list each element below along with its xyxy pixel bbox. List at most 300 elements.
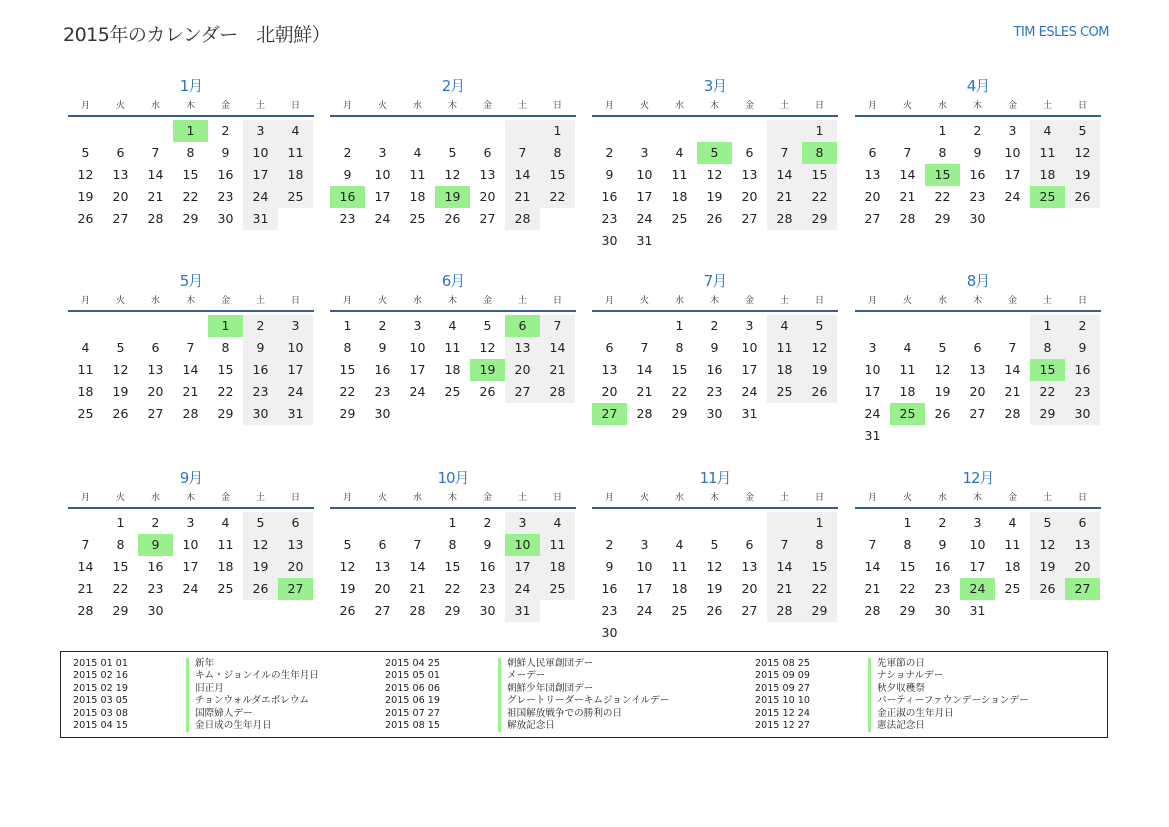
day-cell: 24 bbox=[243, 186, 278, 208]
legend-marker bbox=[498, 695, 501, 707]
empty-cell bbox=[697, 512, 732, 534]
day-cell: 24 bbox=[636, 603, 653, 618]
holiday-cell: 19 bbox=[435, 186, 470, 208]
weekday-label: 火 bbox=[902, 101, 912, 111]
month-title: 4月 bbox=[966, 77, 990, 95]
day-cell: 25 bbox=[444, 384, 461, 399]
day-cell: 16 bbox=[479, 559, 496, 574]
day-cell: 30 bbox=[374, 406, 391, 421]
weekday-label: 日 bbox=[552, 296, 562, 306]
day-cell: 27 bbox=[147, 406, 164, 421]
legend-date: 2015 02 16 bbox=[73, 670, 128, 682]
day-cell: 31 bbox=[243, 208, 278, 230]
day-cell: 10 bbox=[636, 167, 653, 182]
day-grid bbox=[592, 315, 838, 425]
weekday-label: 金 bbox=[482, 493, 492, 503]
day-cell: 27 bbox=[741, 603, 758, 618]
day-cell: 3 bbox=[278, 315, 313, 337]
day-cell: 6 bbox=[483, 145, 492, 160]
day-cell: 11 bbox=[1030, 142, 1065, 164]
day-cell: 28 bbox=[767, 600, 802, 622]
holiday-cell: 25 bbox=[1030, 186, 1065, 208]
legend-marker bbox=[868, 708, 871, 720]
day-cell: 8 bbox=[116, 537, 125, 552]
empty-cell bbox=[855, 120, 890, 142]
weekday-label: 月 bbox=[604, 101, 614, 111]
legend-row bbox=[755, 708, 1029, 720]
day-cell: 28 bbox=[409, 603, 426, 618]
day-cell: 23 bbox=[934, 581, 951, 596]
day-cell: 29 bbox=[182, 211, 199, 226]
day-cell: 26 bbox=[243, 578, 278, 600]
empty-cell bbox=[890, 315, 925, 337]
weekday-label: 土 bbox=[255, 296, 265, 306]
day-cell: 30 bbox=[479, 603, 496, 618]
empty-cell bbox=[627, 315, 662, 337]
day-cell: 13 bbox=[1065, 534, 1100, 556]
weekday-label: 土 bbox=[517, 296, 527, 306]
day-cell: 26 bbox=[444, 211, 461, 226]
day-cell: 26 bbox=[802, 381, 837, 403]
day-cell: 11 bbox=[217, 537, 234, 552]
weekday-label: 土 bbox=[1042, 493, 1052, 503]
day-cell: 26 bbox=[706, 211, 723, 226]
weekday-label: 日 bbox=[552, 101, 562, 111]
day-cell: 7 bbox=[767, 534, 802, 556]
day-cell: 26 bbox=[112, 406, 129, 421]
day-cell: 26 bbox=[934, 406, 951, 421]
day-cell: 9 bbox=[605, 559, 614, 574]
day-cell: 14 bbox=[767, 556, 802, 578]
empty-cell bbox=[365, 120, 400, 142]
day-cell: 18 bbox=[217, 559, 234, 574]
day-cell: 11 bbox=[671, 559, 688, 574]
day-cell: 9 bbox=[605, 167, 614, 182]
weekday-label: 木 bbox=[185, 493, 195, 503]
weekday-label: 水 bbox=[150, 296, 160, 306]
day-cell: 19 bbox=[706, 581, 723, 596]
weekday-label: 土 bbox=[517, 101, 527, 111]
day-cell: 15 bbox=[217, 362, 234, 377]
day-cell: 2 bbox=[938, 515, 947, 530]
legend-marker bbox=[186, 658, 189, 670]
day-cell: 17 bbox=[409, 362, 426, 377]
legend-marker bbox=[498, 670, 501, 682]
day-cell: 21 bbox=[182, 384, 199, 399]
empty-cell bbox=[138, 120, 173, 142]
legend-row bbox=[73, 708, 319, 720]
weekday-label: 木 bbox=[709, 296, 719, 306]
day-cell: 27 bbox=[112, 211, 129, 226]
day-cell: 1 bbox=[675, 318, 684, 333]
day-cell: 15 bbox=[671, 362, 688, 377]
day-cell: 29 bbox=[802, 208, 837, 230]
day-cell: 11 bbox=[278, 142, 313, 164]
day-cell: 25 bbox=[217, 581, 234, 596]
day-cell: 18 bbox=[444, 362, 461, 377]
empty-cell bbox=[365, 512, 400, 534]
day-cell: 24 bbox=[182, 581, 199, 596]
legend-row bbox=[385, 658, 669, 670]
day-cell: 6 bbox=[378, 537, 387, 552]
day-cell: 4 bbox=[81, 340, 90, 355]
day-cell: 24 bbox=[864, 406, 881, 421]
legend-date: 2015 03 05 bbox=[73, 695, 128, 707]
day-cell: 10 bbox=[636, 559, 653, 574]
holiday-cell: 6 bbox=[505, 315, 540, 337]
day-cell: 17 bbox=[741, 362, 758, 377]
empty-cell bbox=[400, 120, 435, 142]
day-cell: 2 bbox=[483, 515, 492, 530]
weekday-header bbox=[592, 292, 838, 312]
day-grid bbox=[592, 120, 838, 252]
weekday-label: 土 bbox=[779, 493, 789, 503]
day-cell: 1 bbox=[343, 318, 352, 333]
day-cell: 21 bbox=[409, 581, 426, 596]
day-cell: 3 bbox=[745, 318, 754, 333]
day-cell: 29 bbox=[899, 603, 916, 618]
day-cell: 15 bbox=[899, 559, 916, 574]
day-cell: 4 bbox=[413, 145, 422, 160]
legend-name: 旧正月 bbox=[195, 682, 224, 694]
weekday-label: 木 bbox=[972, 101, 982, 111]
weekday-header bbox=[68, 489, 314, 509]
day-cell: 4 bbox=[1008, 515, 1017, 530]
day-cell: 18 bbox=[409, 189, 426, 204]
day-cell: 27 bbox=[741, 211, 758, 226]
month-12 bbox=[855, 467, 1101, 622]
day-cell: 10 bbox=[409, 340, 426, 355]
day-cell: 13 bbox=[147, 362, 164, 377]
day-cell: 18 bbox=[278, 164, 313, 186]
weekday-label: 月 bbox=[604, 493, 614, 503]
weekday-header bbox=[330, 292, 576, 312]
day-cell: 14 bbox=[505, 164, 540, 186]
day-cell: 23 bbox=[601, 211, 618, 226]
day-cell: 18 bbox=[671, 581, 688, 596]
month-title: 9月 bbox=[179, 469, 203, 487]
day-cell: 9 bbox=[221, 145, 230, 160]
day-cell: 31 bbox=[864, 428, 881, 443]
day-cell: 14 bbox=[864, 559, 881, 574]
day-cell: 7 bbox=[505, 142, 540, 164]
day-cell: 6 bbox=[151, 340, 160, 355]
holiday-cell: 5 bbox=[697, 142, 732, 164]
legend-name: 祖国解放戦争での勝利の日 bbox=[507, 707, 623, 719]
day-cell: 20 bbox=[741, 189, 758, 204]
weekday-label: 金 bbox=[744, 493, 754, 503]
day-cell: 16 bbox=[934, 559, 951, 574]
weekday-label: 木 bbox=[972, 296, 982, 306]
brand-link[interactable]: TIM ESLES COM bbox=[1013, 25, 1109, 40]
holiday-cell: 27 bbox=[1065, 578, 1100, 600]
day-cell: 27 bbox=[374, 603, 391, 618]
day-cell: 12 bbox=[706, 167, 723, 182]
month-title: 12月 bbox=[962, 469, 994, 487]
day-cell: 5 bbox=[448, 145, 457, 160]
day-cell: 31 bbox=[741, 406, 758, 421]
day-cell: 7 bbox=[640, 340, 649, 355]
weekday-header bbox=[855, 292, 1101, 312]
day-cell: 12 bbox=[444, 167, 461, 182]
day-cell: 4 bbox=[1030, 120, 1065, 142]
day-grid bbox=[330, 120, 576, 230]
day-cell: 5 bbox=[802, 315, 837, 337]
legend-date: 2015 10 10 bbox=[755, 695, 810, 707]
legend-date: 2015 04 15 bbox=[73, 719, 128, 731]
day-cell: 29 bbox=[1030, 403, 1065, 425]
day-grid bbox=[330, 512, 576, 622]
day-cell: 5 bbox=[483, 318, 492, 333]
month-title: 3月 bbox=[703, 77, 727, 95]
legend-name: キム・ジョンイルの生年月日 bbox=[195, 670, 319, 682]
day-cell: 21 bbox=[864, 581, 881, 596]
month-title: 6月 bbox=[441, 272, 465, 290]
day-cell: 4 bbox=[448, 318, 457, 333]
day-cell: 10 bbox=[1004, 145, 1021, 160]
day-cell: 3 bbox=[1008, 123, 1017, 138]
empty-cell bbox=[505, 120, 540, 142]
empty-cell bbox=[732, 512, 767, 534]
holiday-cell: 16 bbox=[330, 186, 365, 208]
day-cell: 16 bbox=[243, 359, 278, 381]
empty-cell bbox=[470, 120, 505, 142]
day-cell: 12 bbox=[339, 559, 356, 574]
holiday-cell: 19 bbox=[470, 359, 505, 381]
day-cell: 3 bbox=[640, 537, 649, 552]
weekday-label: 金 bbox=[482, 101, 492, 111]
empty-cell bbox=[627, 512, 662, 534]
day-cell: 22 bbox=[339, 384, 356, 399]
day-cell: 28 bbox=[636, 406, 653, 421]
legend-name: 秋夕収穫祭 bbox=[877, 682, 925, 694]
day-cell: 9 bbox=[343, 167, 352, 182]
day-cell: 7 bbox=[81, 537, 90, 552]
weekday-label: 水 bbox=[412, 296, 422, 306]
day-cell: 30 bbox=[601, 233, 618, 248]
day-cell: 3 bbox=[505, 512, 540, 534]
day-cell: 3 bbox=[973, 515, 982, 530]
day-grid bbox=[855, 512, 1101, 622]
weekday-label: 日 bbox=[1077, 296, 1087, 306]
day-cell: 31 bbox=[505, 600, 540, 622]
month-4 bbox=[855, 75, 1101, 230]
weekday-label: 月 bbox=[80, 493, 90, 503]
weekday-label: 金 bbox=[1007, 296, 1017, 306]
legend-row bbox=[73, 670, 319, 682]
weekday-label: 水 bbox=[937, 296, 947, 306]
day-cell: 26 bbox=[77, 211, 94, 226]
day-cell: 11 bbox=[77, 362, 94, 377]
weekday-label: 土 bbox=[1042, 296, 1052, 306]
day-cell: 9 bbox=[483, 537, 492, 552]
empty-cell bbox=[330, 120, 365, 142]
day-cell: 1 bbox=[938, 123, 947, 138]
legend-date: 2015 07 27 bbox=[385, 707, 440, 719]
day-cell: 7 bbox=[186, 340, 195, 355]
day-cell: 14 bbox=[899, 167, 916, 182]
day-cell: 8 bbox=[186, 145, 195, 160]
empty-cell bbox=[767, 120, 802, 142]
legend-marker bbox=[868, 670, 871, 682]
day-cell: 9 bbox=[1065, 337, 1100, 359]
month-1 bbox=[68, 75, 314, 230]
day-cell: 13 bbox=[601, 362, 618, 377]
day-cell: 11 bbox=[1004, 537, 1021, 552]
legend-column bbox=[385, 658, 669, 732]
day-cell: 2 bbox=[605, 145, 614, 160]
legend-row bbox=[755, 695, 1029, 707]
legend-date: 2015 06 19 bbox=[385, 695, 440, 707]
day-cell: 27 bbox=[505, 381, 540, 403]
holiday-legend bbox=[60, 651, 1108, 738]
day-cell: 8 bbox=[448, 537, 457, 552]
day-cell: 28 bbox=[899, 211, 916, 226]
day-cell: 17 bbox=[278, 359, 313, 381]
empty-cell bbox=[68, 315, 103, 337]
day-cell: 24 bbox=[1004, 189, 1021, 204]
legend-date: 2015 03 08 bbox=[73, 707, 128, 719]
holiday-cell: 27 bbox=[592, 403, 627, 425]
day-cell: 1 bbox=[540, 120, 575, 142]
weekday-label: 木 bbox=[447, 493, 457, 503]
day-cell: 9 bbox=[710, 340, 719, 355]
day-cell: 10 bbox=[182, 537, 199, 552]
day-cell: 21 bbox=[767, 186, 802, 208]
legend-name: 国際婦人デー bbox=[195, 707, 253, 719]
day-cell: 15 bbox=[802, 556, 837, 578]
day-cell: 27 bbox=[969, 406, 986, 421]
weekday-label: 月 bbox=[867, 493, 877, 503]
day-cell: 22 bbox=[671, 384, 688, 399]
legend-marker bbox=[498, 708, 501, 720]
day-cell: 14 bbox=[767, 164, 802, 186]
weekday-label: 金 bbox=[1007, 101, 1017, 111]
day-cell: 5 bbox=[343, 537, 352, 552]
day-cell: 23 bbox=[339, 211, 356, 226]
day-cell: 1 bbox=[802, 120, 837, 142]
weekday-header bbox=[68, 292, 314, 312]
weekday-label: 火 bbox=[902, 493, 912, 503]
legend-marker bbox=[186, 720, 189, 732]
legend-name: パーティーファウンデーションデー bbox=[877, 695, 1029, 707]
day-cell: 18 bbox=[1030, 164, 1065, 186]
day-cell: 18 bbox=[77, 384, 94, 399]
weekday-label: 金 bbox=[220, 101, 230, 111]
day-cell: 5 bbox=[1065, 120, 1100, 142]
day-cell: 15 bbox=[540, 164, 575, 186]
day-cell: 27 bbox=[479, 211, 496, 226]
day-cell: 19 bbox=[77, 189, 94, 204]
empty-cell bbox=[592, 120, 627, 142]
legend-row bbox=[755, 720, 1029, 732]
day-cell: 2 bbox=[605, 537, 614, 552]
day-cell: 8 bbox=[540, 142, 575, 164]
day-cell: 1 bbox=[903, 515, 912, 530]
legend-name: メーデー bbox=[507, 670, 546, 682]
empty-cell bbox=[855, 512, 890, 534]
empty-cell bbox=[890, 120, 925, 142]
legend-date: 2015 06 06 bbox=[385, 682, 440, 694]
day-cell: 7 bbox=[413, 537, 422, 552]
holiday-cell: 9 bbox=[138, 534, 173, 556]
weekday-header bbox=[592, 489, 838, 509]
day-cell: 17 bbox=[182, 559, 199, 574]
day-cell: 21 bbox=[767, 578, 802, 600]
day-cell: 28 bbox=[505, 208, 540, 230]
day-cell: 29 bbox=[802, 600, 837, 622]
day-cell: 13 bbox=[112, 167, 129, 182]
day-cell: 19 bbox=[1065, 164, 1100, 186]
page-title: 2015年のカレンダー 北朝鮮） bbox=[63, 24, 331, 46]
month-10 bbox=[330, 467, 576, 622]
month-title: 8月 bbox=[966, 272, 990, 290]
day-cell: 8 bbox=[343, 340, 352, 355]
day-cell: 3 bbox=[413, 318, 422, 333]
legend-name: 金正淑の生年月日 bbox=[877, 707, 954, 719]
day-cell: 11 bbox=[444, 340, 461, 355]
day-cell: 5 bbox=[243, 512, 278, 534]
day-cell: 3 bbox=[640, 145, 649, 160]
day-cell: 25 bbox=[671, 603, 688, 618]
legend-row bbox=[385, 720, 669, 732]
legend-date: 2015 01 01 bbox=[73, 658, 128, 669]
empty-cell bbox=[960, 315, 995, 337]
legend-marker bbox=[498, 658, 501, 670]
day-cell: 28 bbox=[182, 406, 199, 421]
day-cell: 22 bbox=[217, 384, 234, 399]
legend-name: ナショナルデー bbox=[877, 670, 944, 682]
day-cell: 22 bbox=[1030, 381, 1065, 403]
legend-name: 金日成の生年月日 bbox=[195, 719, 272, 731]
day-cell: 19 bbox=[1030, 556, 1065, 578]
weekday-label: 火 bbox=[639, 493, 649, 503]
month-3 bbox=[592, 75, 838, 252]
weekday-label: 土 bbox=[255, 101, 265, 111]
day-cell: 7 bbox=[868, 537, 877, 552]
weekday-label: 水 bbox=[674, 101, 684, 111]
day-cell: 31 bbox=[636, 233, 653, 248]
legend-date: 2015 05 01 bbox=[385, 670, 440, 682]
day-cell: 19 bbox=[706, 189, 723, 204]
empty-cell bbox=[435, 120, 470, 142]
day-cell: 23 bbox=[217, 189, 234, 204]
weekday-label: 火 bbox=[377, 101, 387, 111]
weekday-label: 水 bbox=[150, 493, 160, 503]
legend-marker bbox=[868, 658, 871, 670]
day-cell: 12 bbox=[1065, 142, 1100, 164]
day-cell: 14 bbox=[540, 337, 575, 359]
day-cell: 20 bbox=[505, 359, 540, 381]
day-cell: 23 bbox=[243, 381, 278, 403]
day-cell: 21 bbox=[899, 189, 916, 204]
day-cell: 19 bbox=[802, 359, 837, 381]
day-cell: 4 bbox=[675, 145, 684, 160]
empty-cell bbox=[103, 315, 138, 337]
empty-cell bbox=[627, 120, 662, 142]
day-cell: 31 bbox=[278, 403, 313, 425]
day-cell: 8 bbox=[802, 534, 837, 556]
day-cell: 11 bbox=[671, 167, 688, 182]
holiday-cell: 27 bbox=[278, 578, 313, 600]
day-cell: 10 bbox=[741, 340, 758, 355]
day-cell: 13 bbox=[969, 362, 986, 377]
legend-name: 憲法記念日 bbox=[877, 719, 925, 731]
empty-cell bbox=[138, 315, 173, 337]
day-cell: 8 bbox=[221, 340, 230, 355]
day-cell: 13 bbox=[374, 559, 391, 574]
day-cell: 12 bbox=[802, 337, 837, 359]
